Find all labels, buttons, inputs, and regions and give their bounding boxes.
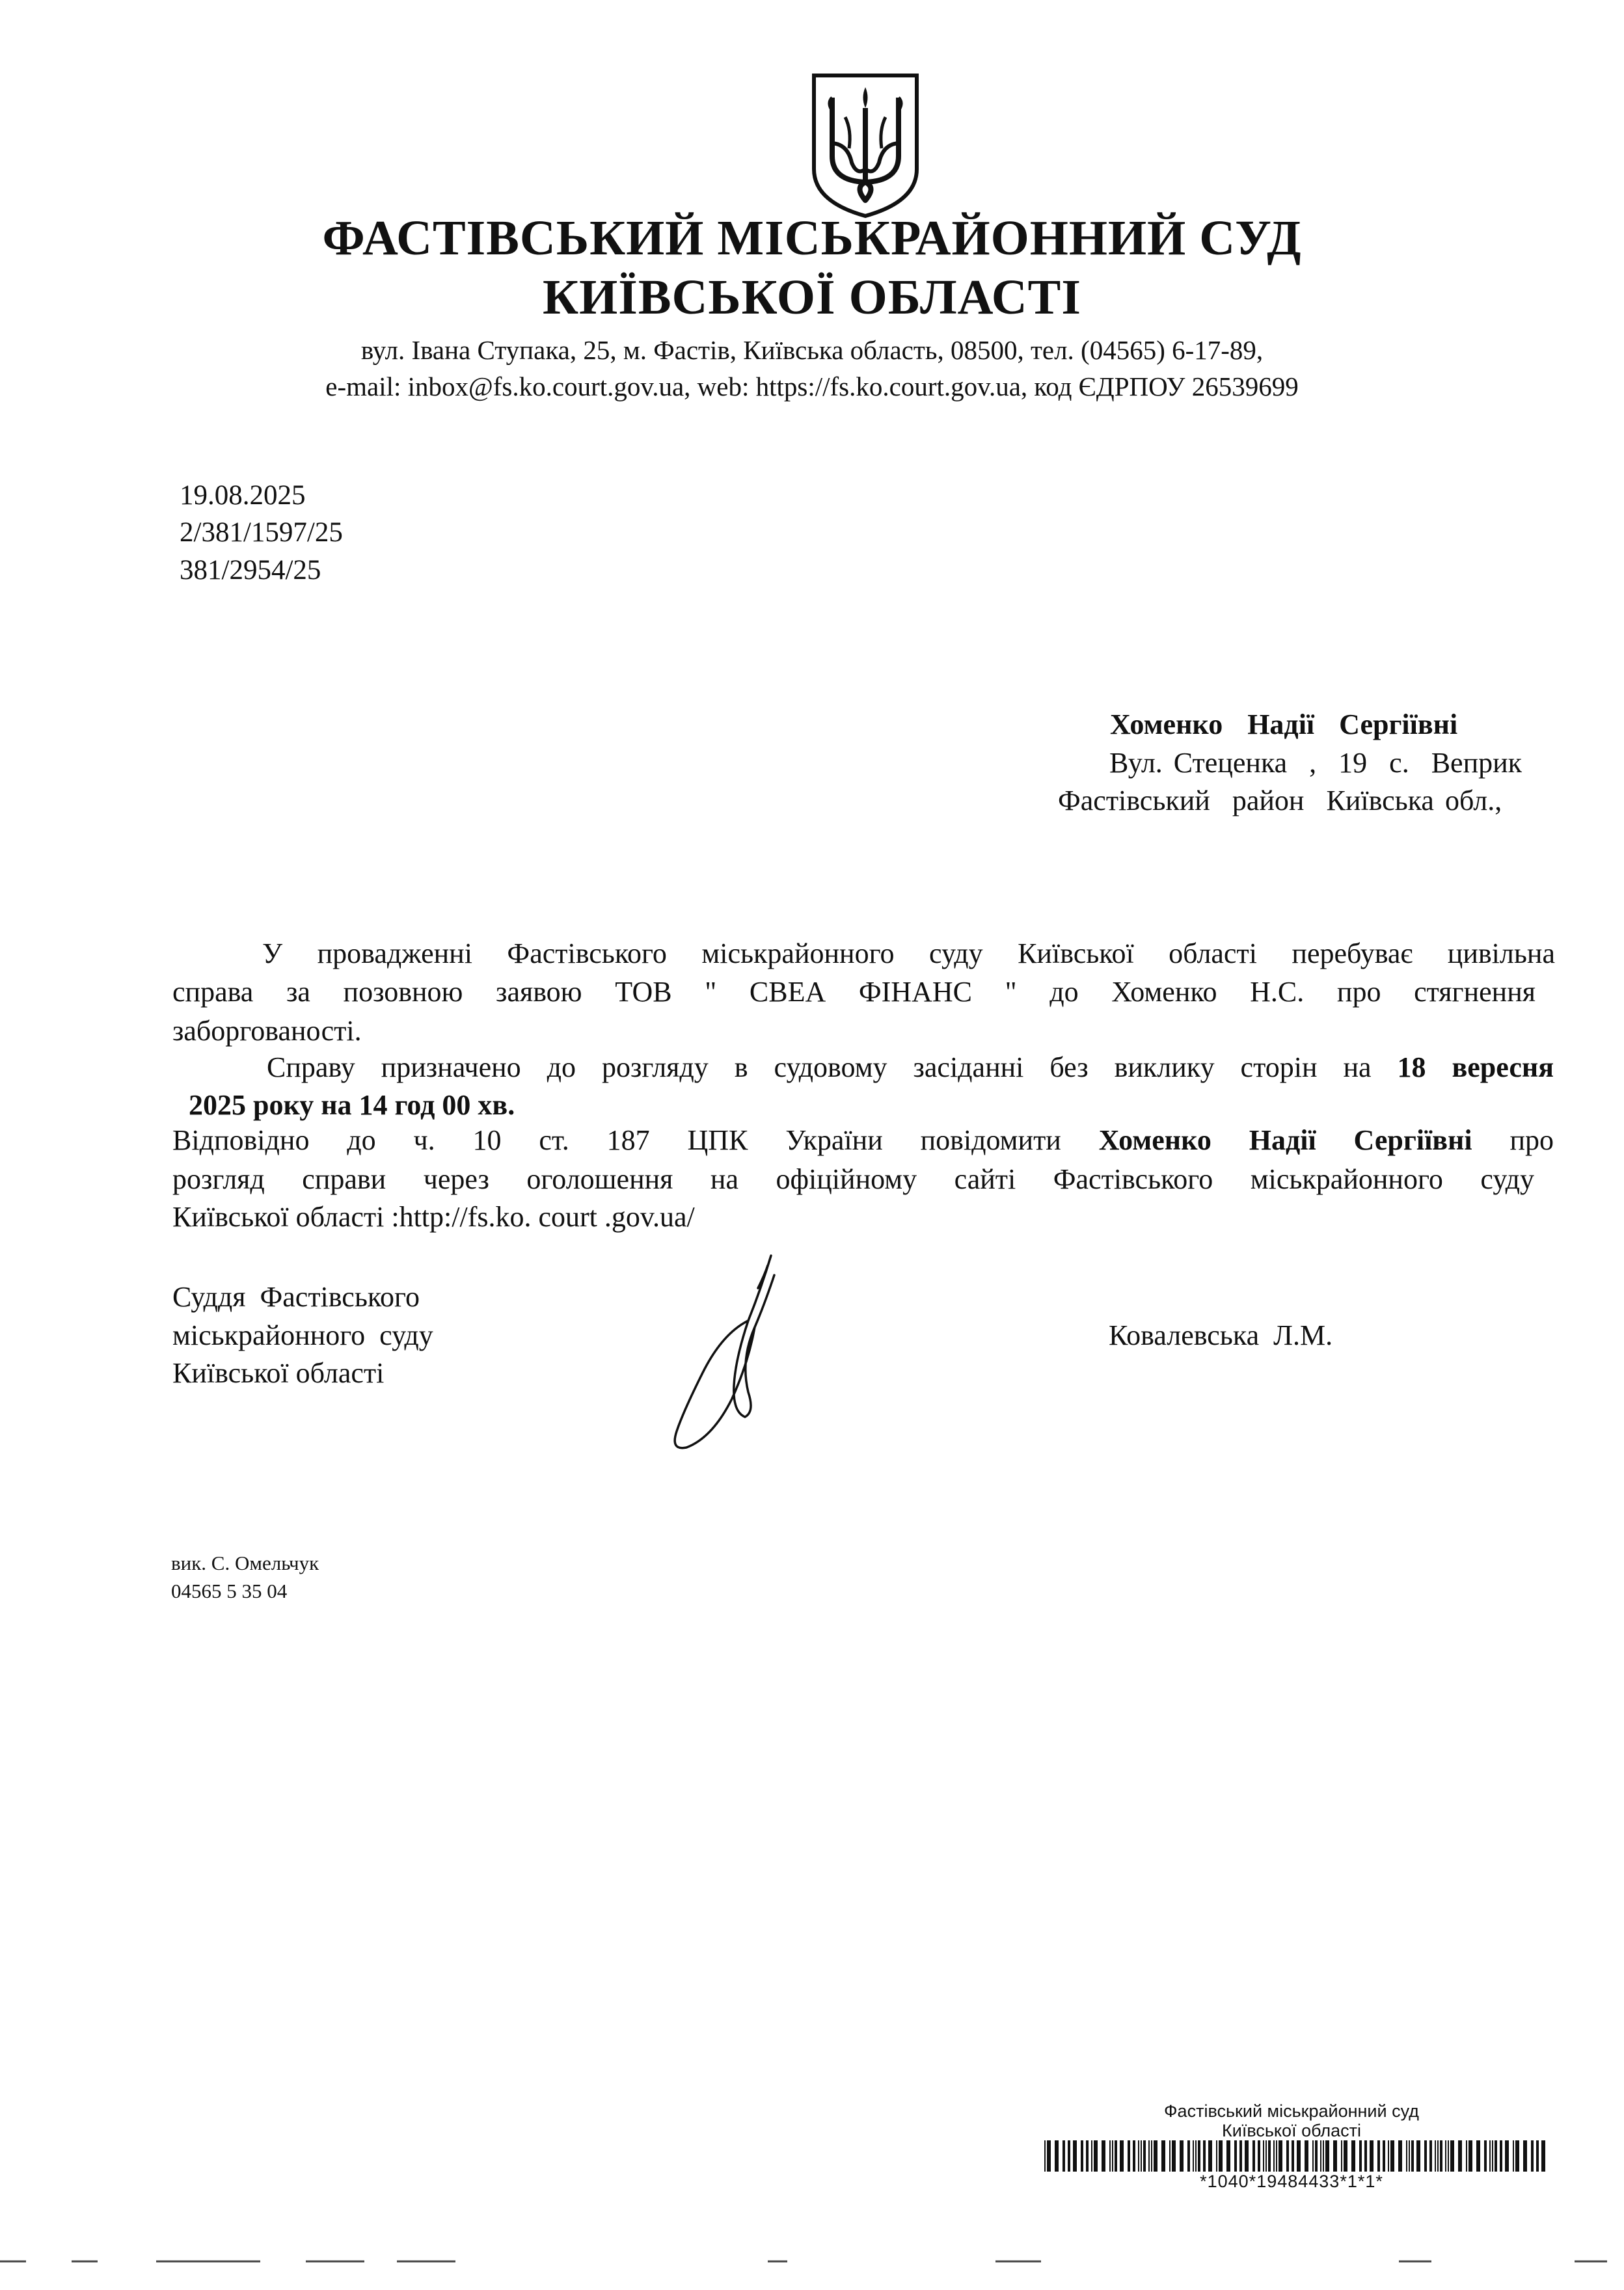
executor-phone: 04565 5 35 04 [171, 1580, 288, 1602]
outgoing-number: 2/381/1597/25 [180, 517, 343, 548]
barcode-code: *1040*19484433*1*1* [1200, 2172, 1383, 2191]
court-address: вул. Івана Ступака, 25, м. Фастів, Київська область, 08500, тел. (04565) 6-17-89, [360, 335, 1264, 365]
coat-of-arms-icon [809, 72, 922, 220]
hearing-date-day: 18 вересня [1397, 1051, 1554, 1083]
hearing-assigned-text: Справу призначено до розгляду в судовому засіданні без виклику сторін на [267, 1051, 1372, 1083]
court-contacts: e-mail: inbox@fs.ko.court.gov.ua, web: https://fs.ko.court.gov.ua, код ЄДРПОУ 26539699 [325, 371, 1299, 401]
stamp-region: Київської області [1222, 2121, 1361, 2140]
barcode [1044, 2140, 1545, 2172]
recipient-region: Фастівський район Київська обл., [1058, 785, 1502, 816]
recipient-street: Вул. Стеценка , 19 с. Веприк [1109, 747, 1522, 779]
notified-party-name: Хоменко Надії Сергіївні [1098, 1124, 1472, 1156]
judge-name: Ковалевська Л.М. [1109, 1319, 1333, 1351]
body-line-1: У провадженні Фастівського міськрайонного суду Київської області перебуває цивільна [262, 937, 1555, 969]
case-number: 381/2954/25 [180, 555, 321, 586]
hearing-date-time: 2025 року на 14 год 00 хв. [189, 1089, 515, 1121]
body-line-6-end: про [1509, 1124, 1554, 1156]
scan-edge-marks [0, 2251, 1624, 2270]
executor-name: вик. С. Омельчук [171, 1552, 319, 1574]
handwritten-signature [651, 1249, 800, 1457]
legal-basis-text: Відповідно до ч. 10 ст. 187 ЦПК України повідомити [172, 1124, 1061, 1156]
body-line-6 [172, 1126, 1554, 1155]
judge-title-line1: Суддя Фастівського [172, 1281, 420, 1313]
body-line-7: розгляд справи через оголошення на офіційному сайті Фастівського міськрайонного суду [172, 1163, 1534, 1195]
body-line-4 [267, 1053, 1554, 1082]
judge-title-line3: Київської області [172, 1357, 385, 1389]
body-line-2: справа за позовною заявою ТОВ " СВЕА ФІНАНС " до Хоменко Н.С. про стягнення [172, 976, 1536, 1008]
court-name-line2: КИЇВСЬКОЇ ОБЛАСТІ [543, 270, 1081, 325]
document-date: 19.08.2025 [180, 480, 306, 511]
stamp-court-name: Фастівський міськрайонний суд [1164, 2101, 1419, 2121]
judge-title-line2: міськрайонного суду [172, 1319, 433, 1351]
body-line-3: заборгованості. [172, 1015, 362, 1047]
recipient-name: Хоменко Надії Сергіївні [1110, 708, 1458, 740]
court-website: Київської області :http://fs.ko. court .gov.ua/ [172, 1201, 695, 1233]
court-name-line1: ФАСТІВСЬКИЙ МІСЬКРАЙОННИЙ СУД [322, 211, 1302, 265]
